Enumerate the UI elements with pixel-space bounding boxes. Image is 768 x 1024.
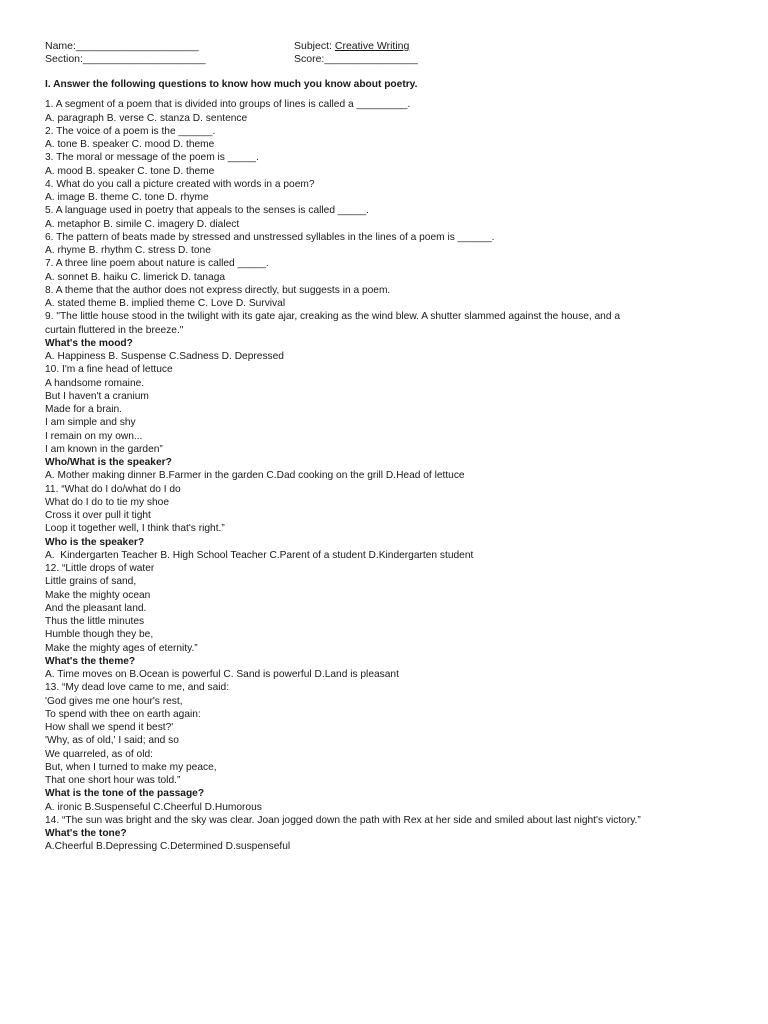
poem-line: But, when I turned to make my peace, (45, 761, 217, 773)
poem-line: Made for a brain. (45, 404, 123, 415)
poem-line: Thus the little minutes (45, 616, 145, 627)
spacer (45, 91, 735, 98)
question-text: 8. A theme that the author does not express directly, but suggests in a poem. (45, 284, 391, 296)
answer-choices: A. mood B. speaker C. tone D. theme (45, 165, 215, 177)
poem-line: Humble though they be, (45, 629, 154, 641)
poem-line: What do I do to tie my shoe (45, 496, 170, 508)
prompt-question: What's the tone? (45, 828, 127, 839)
prompt-question: What's the theme? (45, 655, 136, 667)
poem-line: 'Why, as of old,' I said; and so (45, 735, 179, 747)
subject-field (294, 40, 409, 53)
poem-line: 13. “My dead love came to me, and said: (45, 682, 230, 694)
question-text: 5. A language used in poetry that appeals to the senses is called _____. (45, 205, 369, 217)
answer-choices: A. image B. theme C. tone D. rhyme (45, 192, 209, 203)
instructions-heading: I. Answer the following questions to know how much you know about poetry. (45, 79, 418, 90)
poem-line: 'God gives me one hour's rest, (45, 695, 183, 707)
answer-choices: A. tone B. speaker C. mood D. theme (45, 139, 215, 150)
poem-line: Make the mighty ocean (45, 589, 151, 601)
answer-choices: A. sonnet B. haiku C. limerick D. tanaga (45, 271, 226, 283)
answer-choices: A. ironic B.Suspenseful C.Cheerful D.Humorous (45, 801, 262, 813)
question-text: 4. What do you call a picture created with words in a poem? (45, 178, 315, 190)
poem-line: Cross it over pull it tight (45, 510, 151, 521)
poem-line: Loop it together well, I think that's right.” (45, 523, 225, 535)
prompt-question: Who/What is the speaker? (45, 457, 172, 468)
question-text: 2. The voice of a poem is the ______. (45, 125, 216, 137)
answer-choices: A. rhyme B. rhythm C. stress D. tone (45, 245, 211, 256)
poem-line: 12. “Little drops of water (45, 563, 155, 574)
question-text: 1. A segment of a poem that is divided into groups of lines is called a _________. (45, 99, 411, 111)
poem-line: 11. “What do I do/what do I do (45, 483, 181, 495)
answer-choices: A. Time moves on B.Ocean is powerful C. Sand is powerful D.Land is pleasant (45, 669, 399, 680)
question-text: 6. The pattern of beats made by stressed and unstressed syllables in the lines of a poem is ______. (45, 231, 495, 243)
poem-line: Make the mighty ages of eternity.” (45, 642, 198, 654)
answer-choices: A. paragraph B. verse C. stanza D. sentence (45, 112, 248, 124)
name-field: Name:_____________________ (45, 40, 199, 52)
answer-choices: A. metaphor B. simile C. imagery D. dialect (45, 218, 240, 230)
poem-line: That one short hour was told.” (45, 775, 181, 786)
subject-label: Subject: (294, 40, 335, 52)
poem-line: To spend with thee on earth again: (45, 708, 201, 720)
poem-line: How shall we spend it best?' (45, 722, 174, 733)
answer-choices: A. Mother making dinner B.Farmer in the garden C.Dad cooking on the grill D.Head of lettuce (45, 470, 465, 482)
section-field: Section:_____________________ (45, 53, 206, 65)
question-text: 14. “The sun was bright and the sky was clear. Joan jogged down the path with Rex at her side and smiled about last night's victory.” (45, 814, 641, 826)
poem-line: I am known in the garden” (45, 443, 163, 455)
question-text: curtain fluttered in the breeze." (45, 324, 184, 336)
poem-line: A handsome romaine. (45, 377, 145, 389)
subject-value: Creative Writing (334, 40, 410, 52)
question-text: 9. "The little house stood in the twilight with its gate ajar, creaking as the wind blew. A shutter slammed against the house, and a (45, 311, 621, 323)
question-list (45, 78, 735, 854)
answer-choices: A.Cheerful B.Depressing C.Determined D.suspenseful (45, 841, 291, 853)
poem-line: And the pleasant land. (45, 602, 147, 614)
poem-line: We quarreled, as of old: (45, 748, 153, 760)
score-field: Score:________________ (294, 53, 418, 65)
prompt-question: Who is the speaker? (45, 536, 145, 548)
answer-choices: A. Kindergarten Teacher B. High School Teacher C.Parent of a student D.Kindergarten student (45, 549, 474, 561)
answer-choices: A. Happiness B. Suspense C.Sadness D. Depressed (45, 351, 284, 362)
answer-choices: A. stated theme B. implied theme C. Love D. Survival (45, 298, 286, 309)
poem-line: Little grains of sand, (45, 576, 137, 588)
poem-line: I remain on my own... (45, 430, 143, 442)
poem-line: 10. I'm a fine head of lettuce (45, 364, 173, 376)
question-text: 3. The moral or message of the poem is _____. (45, 152, 259, 164)
prompt-question: What is the tone of the passage? (45, 788, 205, 800)
prompt-question: What's the mood? (45, 337, 133, 349)
poem-line: But I haven't a cranium (45, 390, 149, 402)
question-text: 7. A three line poem about nature is called _____. (45, 258, 269, 270)
poem-line: I am simple and shy (45, 417, 136, 429)
